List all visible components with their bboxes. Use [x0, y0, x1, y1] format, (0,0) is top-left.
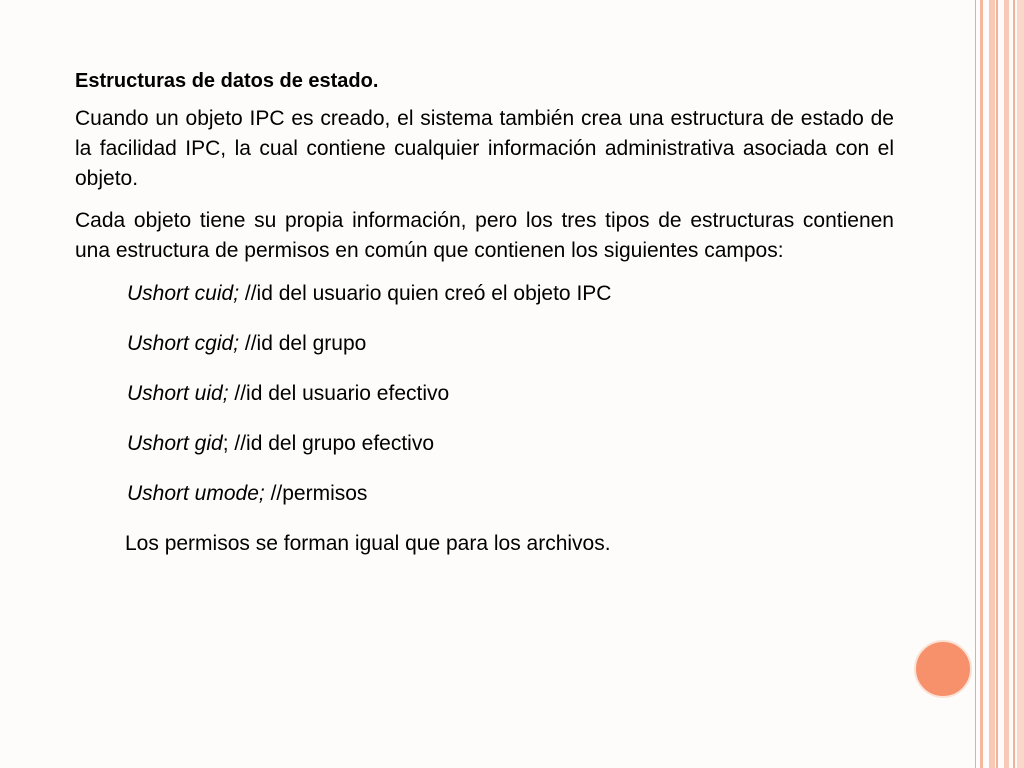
field-declaration: Ushort cuid;: [127, 282, 240, 305]
field-comment: //id del grupo: [244, 332, 367, 355]
field-separator: ;: [222, 432, 235, 455]
field-comment: //id del usuario quien creó el objeto IPC: [244, 282, 612, 305]
field-item: [127, 428, 894, 459]
field-declaration: Ushort gid: [127, 432, 223, 455]
paragraph: Cuando un objeto IPC es creado, el sistema también crea una estructura de estado de la facilidad IPC, la cual contiene cualquier información administrativa asociada con el objeto.: [75, 107, 894, 190]
field-declaration: Ushort cgid;: [127, 332, 240, 355]
decor-stripe: [989, 0, 995, 768]
field-comment: //id del grupo efectivo: [234, 432, 435, 455]
decor-stripe: [975, 0, 976, 768]
field-comment: //id del usuario efectivo: [234, 382, 450, 405]
decor-stripe: [996, 0, 998, 768]
slide-content: [75, 66, 894, 559]
note: Los permisos se forman igual que para los archivos.: [125, 532, 611, 555]
field-item: [127, 328, 894, 359]
field-item: [127, 378, 894, 409]
decor-stripe: [1013, 0, 1015, 768]
decor-circle: [914, 640, 972, 698]
decor-stripe: [980, 0, 983, 768]
slide-title: Estructuras de datos de estado.: [75, 70, 379, 92]
decor-stripe: [1004, 0, 1009, 768]
field-list: [127, 278, 894, 509]
field-declaration: Ushort uid;: [127, 382, 229, 405]
field-declaration: Ushort umode;: [127, 482, 265, 505]
field-item: [127, 478, 894, 509]
field-comment: //permisos: [270, 482, 368, 505]
paragraph: Cada objeto tiene su propia información, pero los tres tipos de estructuras contienen una estructura de permisos en común que contienen los siguientes campos:: [75, 209, 894, 262]
field-item: [127, 278, 894, 309]
decor-stripe: [1017, 0, 1024, 768]
